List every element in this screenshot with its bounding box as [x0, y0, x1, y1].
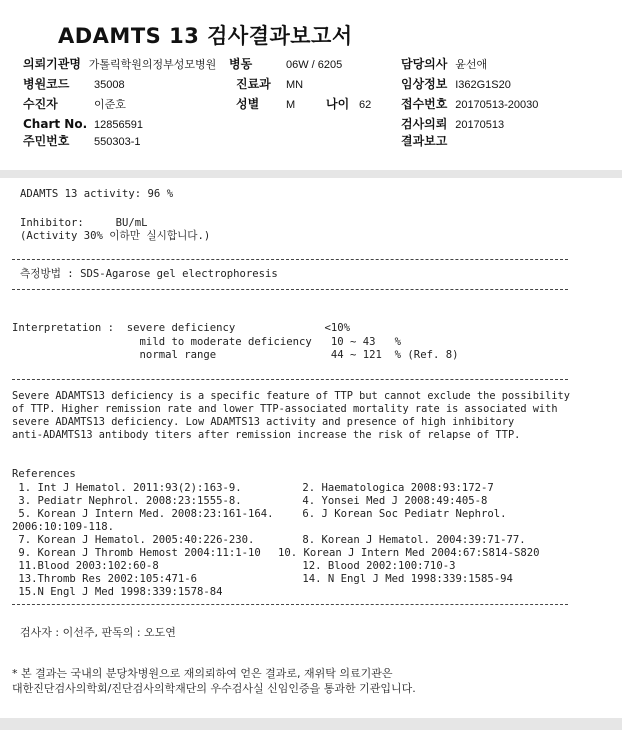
- ref-item: 13.Thromb Res 2002:105:471-6: [12, 573, 197, 585]
- doctor-label: 담당의사: [401, 57, 448, 71]
- note-line-2: 대한진단검사의학회/진단검사의학재단의 우수검사실 신임인증을 통과한 기관입니다.: [12, 682, 416, 695]
- age-value: 62: [359, 99, 372, 111]
- dashed-separator: [12, 289, 568, 290]
- request-value: 20170513: [455, 119, 505, 131]
- paragraph-line-1: Severe ADAMTS13 deficiency is a specific feature of TTP but cannot exclude the possibility: [12, 390, 570, 402]
- signer-line: 검사자 : 이선주, 판독의 : 오도연: [20, 626, 176, 639]
- dashed-separator: [12, 259, 568, 260]
- ref-item: 11.Blood 2003:102:60-8: [12, 560, 159, 572]
- ref-item: 9. Korean J Thromb Hemost 2004:11:1-10: [12, 547, 261, 559]
- interpretation-line-2: mild to moderate deficiency 10 ~ 43 %: [12, 336, 402, 348]
- method-line: 측정방법 : SDS-Agarose gel electrophoresis: [20, 268, 278, 280]
- ref-item: 15.N Engl J Med 1998:339:1578-84: [12, 586, 223, 598]
- clinical-label: 임상정보: [401, 77, 448, 91]
- section-divider: [0, 170, 622, 178]
- chart-label: Chart No.: [23, 117, 88, 131]
- sex-label: 성별: [236, 97, 260, 111]
- report-title: ADAMTS 13 검사결과보고서: [58, 24, 353, 48]
- patient-value: 이준호: [94, 99, 126, 111]
- request-field: [401, 117, 504, 132]
- hospital-code-value: 35008: [94, 79, 125, 91]
- ref-item: 14. N Engl J Med 1998:339:1585-94: [296, 573, 513, 585]
- ref-item: 3. Pediatr Nephrol. 2008:23:1555-8.: [12, 495, 242, 507]
- dashed-separator: [12, 379, 568, 380]
- receipt-field: [401, 97, 538, 112]
- ref-item: 4. Yonsei Med J 2008:49:405-8: [296, 495, 488, 507]
- references-heading: References: [12, 468, 76, 480]
- doctor-value: 윤선애: [455, 59, 488, 71]
- age-field: [326, 97, 371, 112]
- hospital-field: [23, 57, 216, 72]
- activity-line: ADAMTS 13 activity: 96 %: [20, 188, 174, 200]
- ref-item: 6. J Korean Soc Pediatr Nephrol.: [296, 508, 507, 520]
- ref-item: 5. Korean J Intern Med. 2008:23:161-164.: [12, 508, 274, 520]
- patient-label: 수진자: [23, 97, 58, 111]
- dept-label: 진료과: [236, 77, 271, 91]
- ref-item: 7. Korean J Hematol. 2005:40:226-230.: [12, 534, 255, 546]
- receipt-label: 접수번호: [401, 97, 448, 111]
- hospital-code-label: 병원코드: [23, 77, 70, 91]
- paragraph-line-3: severe ADAMTS13 deficiency. Low ADAMTS13 activity and presence of high inhibitory: [12, 416, 515, 428]
- chart-value: 12856591: [94, 119, 143, 131]
- hospital-label: 의뢰기관명: [23, 57, 81, 71]
- ref-item: 2006:10:109-118.: [12, 521, 115, 533]
- report-header: [0, 0, 622, 170]
- paragraph-line-4: anti-ADAMTS13 antibody titers after remission increase the risk of relapse of TTP.: [12, 429, 521, 441]
- sex-value: M: [286, 99, 296, 111]
- rrn-value: 550303-1: [94, 136, 141, 148]
- receipt-value: 20170513-20030: [455, 99, 539, 111]
- doctor-field: [401, 57, 487, 72]
- ward-value: 06W / 6205: [286, 59, 343, 71]
- ward-label: 병동: [229, 57, 253, 71]
- ref-item: 8. Korean J Hematol. 2004:39:71-77.: [296, 534, 526, 546]
- bottom-bar: [0, 718, 622, 730]
- ref-item: 10. Korean J Intern Med 2004:67:S814-S820: [278, 547, 540, 559]
- result-label: 결과보고: [401, 134, 448, 148]
- interpretation-line-3: normal range 44 ~ 121 % (Ref. 8): [12, 349, 459, 361]
- dept-value: MN: [286, 79, 304, 91]
- ref-item: 12. Blood 2002:100:710-3: [296, 560, 456, 572]
- note-line-1: * 본 결과는 국내의 분당차병원으로 재의뢰하여 얻은 결과로, 재위탁 의료기관은: [12, 667, 393, 680]
- clinical-field: [401, 77, 511, 92]
- ref-item: 2. Haematologica 2008:93:172-7: [296, 482, 494, 494]
- inhibitor-line: Inhibitor: BU/mL: [20, 217, 148, 229]
- ref-item: 1. Int J Hematol. 2011:93(2):163-9.: [12, 482, 242, 494]
- paragraph-line-2: of TTP. Higher remission rate and lower TTP-associated mortality rate is associated with: [12, 403, 558, 415]
- request-label: 검사의뢰: [401, 117, 448, 131]
- dashed-separator: [12, 604, 568, 605]
- interpretation-line-1: Interpretation : severe deficiency <10%: [12, 322, 351, 334]
- hospital-value: 가톨릭학원의정부성모병원: [88, 59, 217, 71]
- inhibitor-note: (Activity 30% 이하만 실시합니다.): [20, 230, 211, 242]
- rrn-label: 주민번호: [23, 134, 70, 148]
- clinical-value: I362G1S20: [455, 79, 511, 91]
- age-label: 나이: [326, 97, 350, 111]
